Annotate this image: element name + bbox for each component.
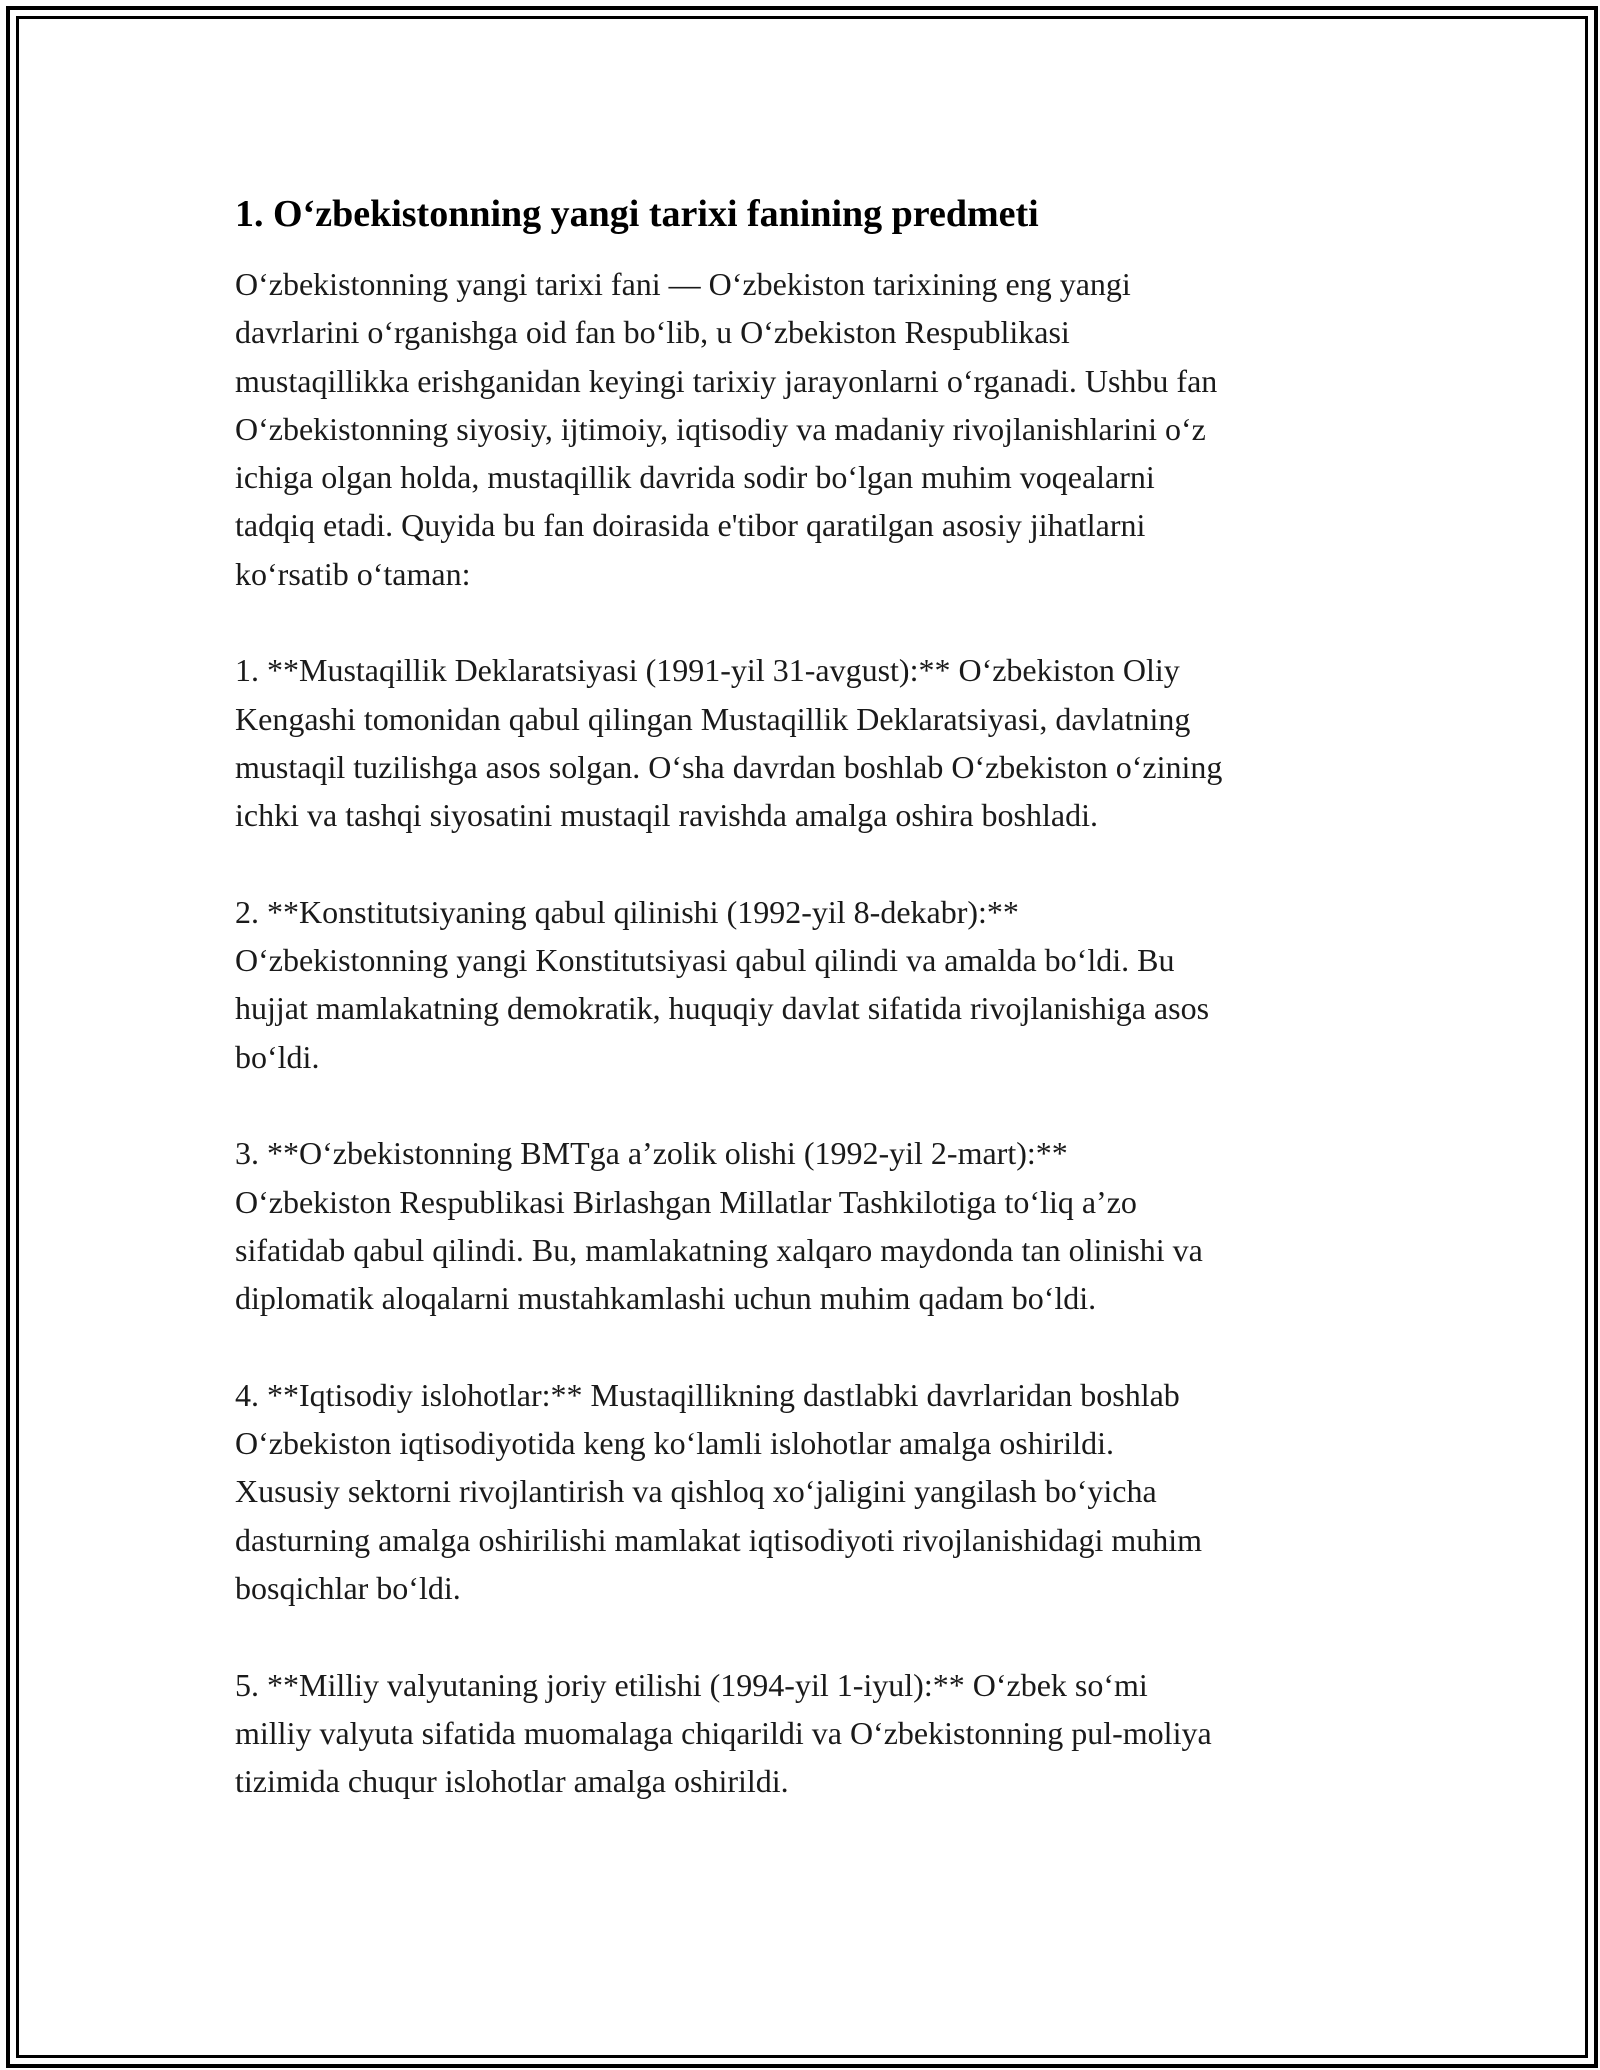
- list-item-1: 1. **Mustaqillik Deklaratsiyasi (1991-yil 31-avgust):** O‘zbekiston Oliy Kengashi tomonidan qabul qilingan Mustaqillik Deklaratsiyasi, davlatning mustaqil tuzilishga asos solgan. O‘sha davrdan boshlab O‘zbekiston o‘zining ichki va tashqi siyosatini mustaqil ravishda amalga oshira boshladi.: [235, 652, 1223, 834]
- intro-paragraph: O‘zbekistonning yangi tarixi fani — O‘zbekiston tarixining eng yangi davrlarini o‘rganishga oid fan bo‘lib, u O‘zbekiston Respublikasi mustaqillikka erishganidan keyingi tarixiy jarayonlarni o‘rganadi. Ushbu fan O‘zbekistonning siyosiy, ijtimoiy, iqtisodiy va madaniy rivojlanishlarini o‘z ichiga olgan holda, mustaqillik davrida sodir bo‘lgan muhim voqealarni tadqiq etadi. Quyida bu fan doirasida e'tibor qaratilgan asosiy jihatlarni ko‘rsatib o‘taman:: [235, 266, 1218, 592]
- list-item-4: 4. **Iqtisodiy islohotlar:** Mustaqillikning dastlabki davrlaridan boshlab O‘zbekiston iqtisodiyotida keng ko‘lamli islohotlar amalga oshirildi. Xususiy sektorni rivojlantirish va qishloq xo‘jaligini yangilash bo‘yicha dasturning amalga oshirilishi mamlakat iqtisodiyoti rivojlanishidagi muhim bosqichlar bo‘ldi.: [235, 1376, 1202, 1607]
- document-body: [235, 188, 1375, 1806]
- list-item-3: 3. **O‘zbekistonning BMTga a’zolik olishi (1992-yil 2-mart):** O‘zbekiston Respublikasi Birlashgan Millatlar Tashkilotiga to‘liq a’zo sifatidab qabul qilindi. Bu, mamlakatning xalqaro maydonda tan olinishi va diplomatik aloqalarni mustahkamlashi uchun muhim qadam bo‘ldi.: [235, 1135, 1203, 1317]
- list-item-2: 2. **Konstitutsiyaning qabul qilinishi (1992-yil 8-dekabr):** O‘zbekistonning yangi Konstitutsiyasi qabul qilindi va amalda bo‘ldi. Bu hujjat mamlakatning demokratik, huquqiy davlat sifatida rivojlanishiga asos bo‘ldi.: [235, 893, 1210, 1075]
- document-title: 1. O‘zbekistonning yangi tarixi fanining predmeti: [235, 193, 1039, 235]
- list-item-5: 5. **Milliy valyutaning joriy etilishi (1994-yil 1-iyul):** O‘zbek so‘mi milliy valyuta sifatida muomalaga chiqarildi va O‘zbekistonning pul-moliya tizimida chuqur islohotlar amalga oshirildi.: [235, 1666, 1212, 1800]
